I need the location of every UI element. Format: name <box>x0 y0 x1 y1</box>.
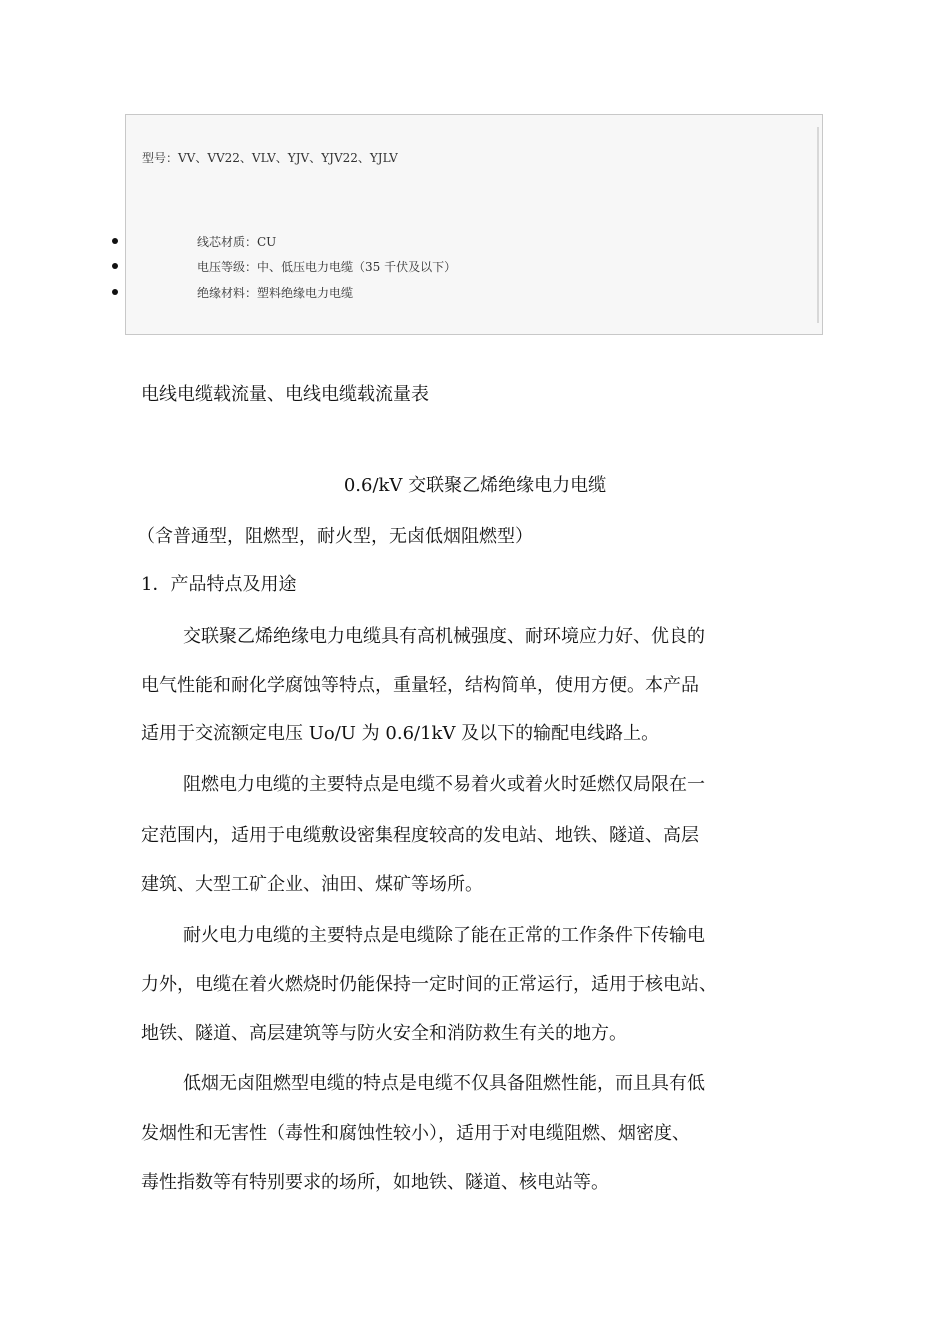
doc-subtitle: （含普通型，阻燃型，耐火型，无卤低烟阻燃型） <box>137 526 533 547</box>
spec-item-voltage: 电压等级：中、低压电力电缆（35 千伏及以下） <box>197 260 457 274</box>
spec-model: 型号：VV、VV22、VLV、YJV、YJV22、YJLV <box>142 151 398 165</box>
doc-title: 0.6/kV 交联聚乙烯绝缘电力电缆 <box>343 475 607 496</box>
spec-box <box>125 114 823 335</box>
paragraph-line: 低烟无卤阻燃型电缆的特点是电缆不仅具备阻燃性能，而且具有低 <box>183 1073 705 1094</box>
spec-item-insulation: 绝缘材料：塑料绝缘电力电缆 <box>197 286 354 300</box>
doc-heading: 电线电缆载流量、电线电缆载流量表 <box>141 384 429 405</box>
bullet-icon <box>112 238 118 244</box>
spec-item-material: 线芯材质：CU <box>197 235 277 249</box>
bullet-icon <box>112 263 118 269</box>
paragraph-line: 阻燃电力电缆的主要特点是电缆不易着火或着火时延燃仅局限在一 <box>183 774 705 795</box>
paragraph-line: 交联聚乙烯绝缘电力电缆具有高机械强度、耐环境应力好、优良的 <box>183 626 705 647</box>
paragraph-line: 电气性能和耐化学腐蚀等特点，重量轻，结构简单，使用方便。本产品 <box>141 675 699 696</box>
box-inner-edge <box>817 127 819 323</box>
paragraph-line: 力外，电缆在着火燃烧时仍能保持一定时间的正常运行，适用于核电站、 <box>141 974 717 995</box>
paragraph-line: 发烟性和无害性（毒性和腐蚀性较小），适用于对电缆阻燃、烟密度、 <box>141 1123 690 1144</box>
section-heading: 1．产品特点及用途 <box>141 574 297 595</box>
paragraph-line: 耐火电力电缆的主要特点是电缆除了能在正常的工作条件下传输电 <box>183 925 705 946</box>
paragraph-line: 地铁、隧道、高层建筑等与防火安全和消防救生有关的地方。 <box>141 1023 627 1044</box>
paragraph-line: 建筑、大型工矿企业、油田、煤矿等场所。 <box>141 874 483 895</box>
paragraph-line: 适用于交流额定电压 Uo/U 为 0.6/1kV 及以下的输配电线路上。 <box>141 723 660 744</box>
paragraph-line: 定范围内，适用于电缆敷设密集程度较高的发电站、地铁、隧道、高层 <box>141 825 699 846</box>
paragraph-line: 毒性指数等有特别要求的场所，如地铁、隧道、核电站等。 <box>141 1172 609 1193</box>
bullet-icon <box>112 289 118 295</box>
